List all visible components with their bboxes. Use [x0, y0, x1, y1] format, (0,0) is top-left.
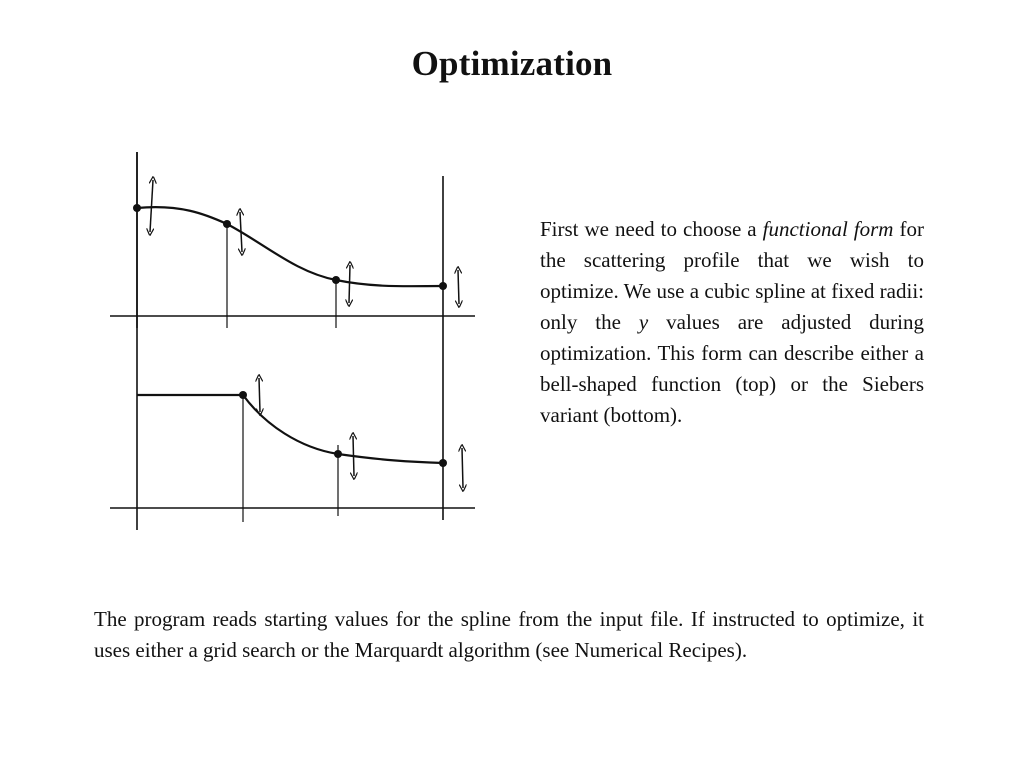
top-spline-curve: [137, 207, 443, 286]
description-italic-functional-form: functional form: [762, 217, 894, 241]
top-adjust-arrow-3: [349, 265, 350, 303]
top-knot-4: [439, 282, 447, 290]
bottom-knot-1: [239, 391, 247, 399]
top-knot-3: [332, 276, 340, 284]
bottom-adjust-arrow-2: [353, 436, 354, 476]
top-adjust-arrow-2: [240, 212, 242, 252]
description-text-1: First we need to choose a: [540, 217, 763, 241]
description-text-2: for the scattering profile that we wish to optimize. We use a cubic spline at fixed radii: only the: [540, 217, 924, 334]
bottom-panel-siebers-variant: [110, 152, 475, 530]
bottom-spline-curve: [137, 395, 443, 463]
footer-paragraph: The program reads starting values for the spline from the input file. If instructed to optimize, it uses either a grid search or the Marquardt algorithm (see Numerical Recipes).: [94, 607, 924, 662]
top-panel-bell-shaped: [110, 152, 475, 328]
top-knot-2: [223, 220, 231, 228]
bottom-adjust-arrow-3: [462, 448, 463, 488]
top-adjust-arrow-1: [150, 180, 153, 232]
bottom-knot-3: [439, 459, 447, 467]
description-paragraph: [540, 214, 924, 431]
slide-title: Optimization: [411, 44, 613, 83]
bottom-knot-2: [334, 450, 342, 458]
description-text-3: values are adjusted during optimization. This form can describe either a bell-shaped function (top) or the Siebers variant (bottom).: [540, 310, 924, 427]
bottom-adjust-arrow-1: [259, 378, 260, 412]
spline-diagram: [100, 140, 490, 540]
top-adjust-arrow-4: [458, 270, 459, 304]
description-italic-y: y: [638, 310, 649, 334]
